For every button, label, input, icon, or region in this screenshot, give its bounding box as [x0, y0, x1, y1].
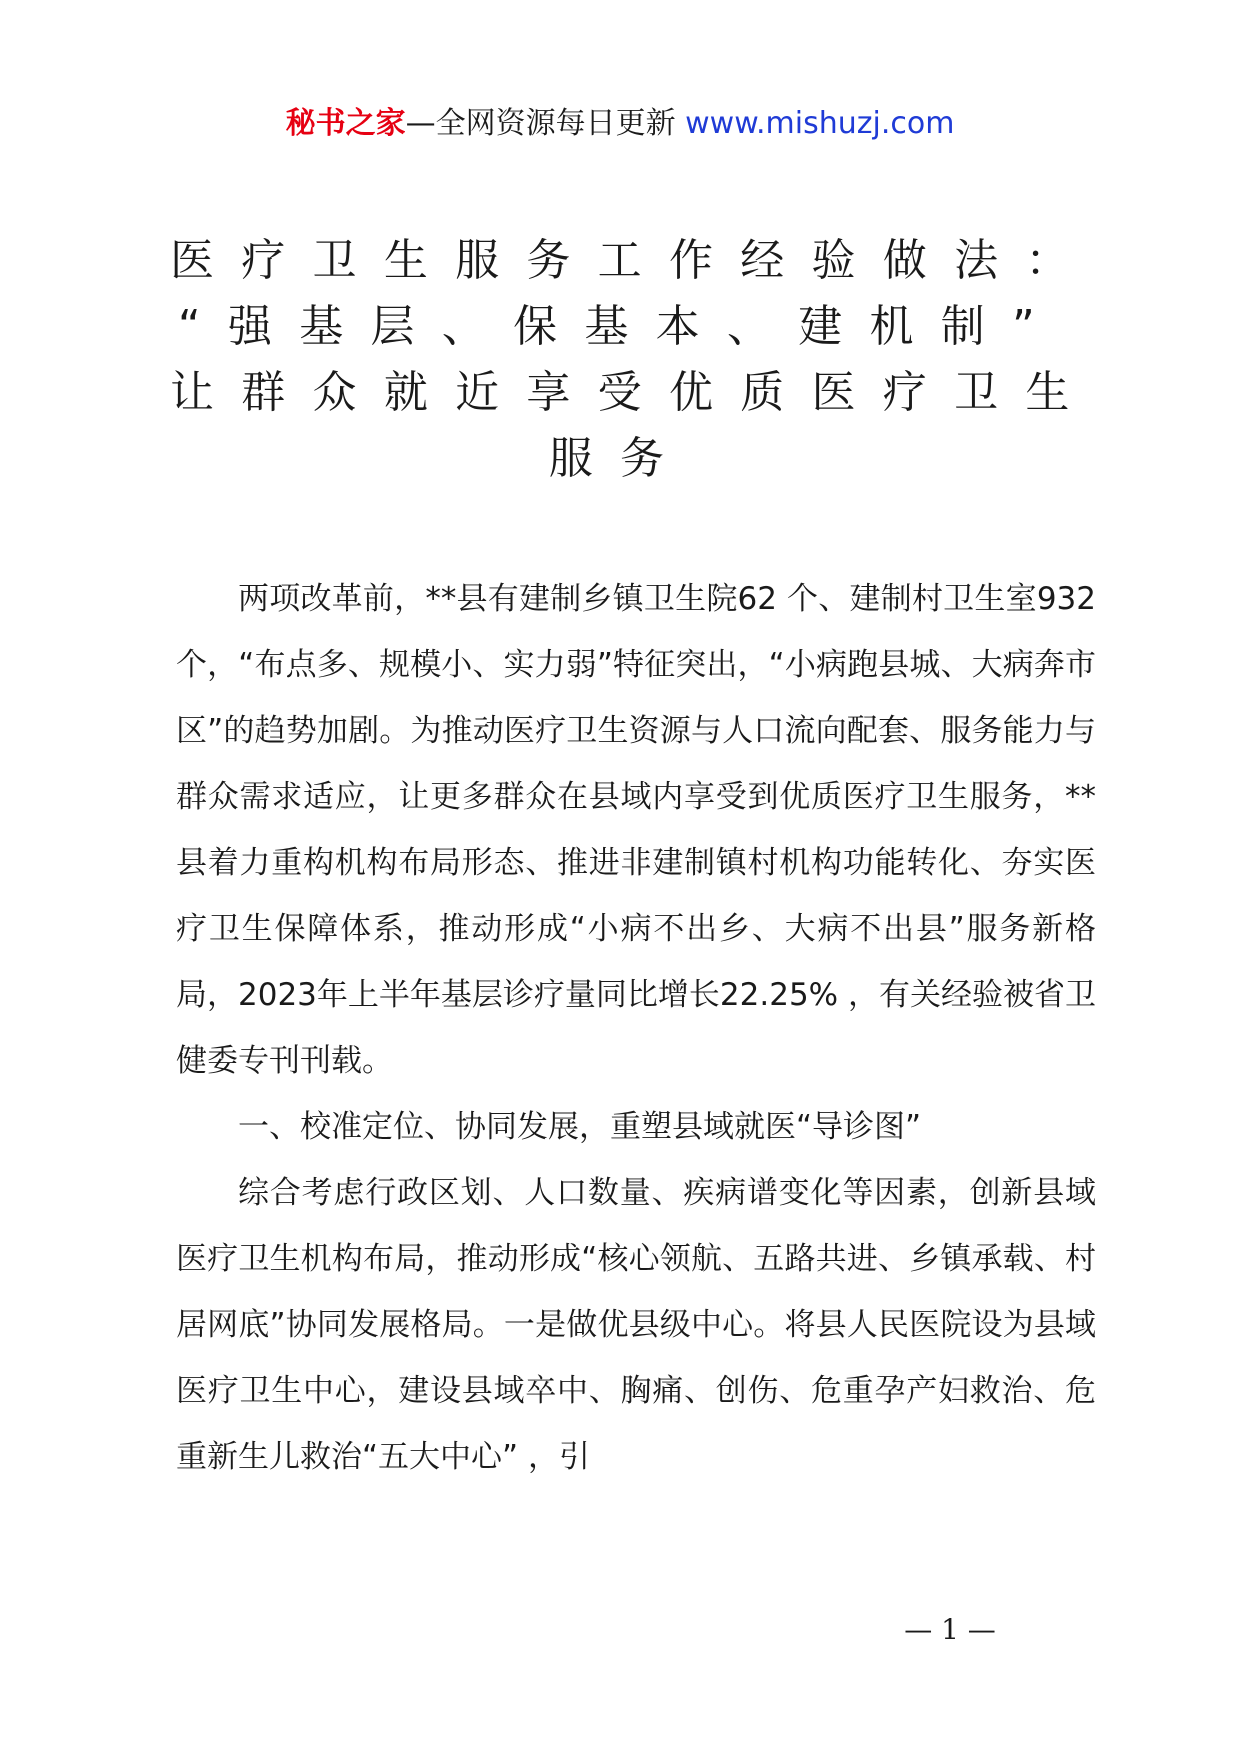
banner-url-link[interactable]: www.mishuzj.com	[685, 106, 955, 141]
banner-slogan: —全网资源每日更新	[405, 106, 686, 141]
title-line: “强基层、保基本、建机制”	[177, 301, 1063, 352]
title-line: 医疗卫生服务工作经验做法：	[170, 235, 1097, 286]
document-title	[170, 228, 1097, 492]
title-line: 让群众就近享受优质医疗卫生	[170, 367, 1097, 418]
section-heading: 一、校准定位、协同发展，重塑县域就医“导诊图”	[238, 1109, 922, 1145]
banner-brand: 秘书之家	[285, 106, 406, 141]
body-paragraph: 综合考虑行政区划、人口数量、疾病谱变化等因素，创新县域医疗卫生机构布局，推动形成“核心领航、五路共进、乡镇承载、村居网底”协同发展格局。一是做优县级中心。将县人民医院设为县域医疗卫生中心，建设县域卒中、胸痛、创伤、危重孕产妇救治、危重新生儿救治“五大中心” ，引	[176, 1175, 1096, 1475]
page-number: — 1 —	[904, 1613, 996, 1646]
body-paragraph-intro: 两项改革前，**县有建制乡镇卫生院62 个、建制村卫生室932个，“布点多、规模小、实力弱”特征突出，“小病跑县城、大病奔市区”的趋势加剧。为推动医疗卫生资源与人口流向配套、服务能力与群众需求适应，让更多群众在县域内享受到优质医疗卫生服务，**县着力重构机构布局形态、推进非建制镇村机构功能转化、夯实医疗卫生保障体系，推动形成“小病不出乡、大病不出县”服务新格局，2023年上半年基层诊疗量同比增长22.25% ，有关经验被省卫健委专刊刊载。	[176, 581, 1096, 1079]
document-body	[176, 566, 1096, 1490]
site-banner	[0, 102, 1240, 146]
title-line: 服务	[548, 433, 692, 484]
